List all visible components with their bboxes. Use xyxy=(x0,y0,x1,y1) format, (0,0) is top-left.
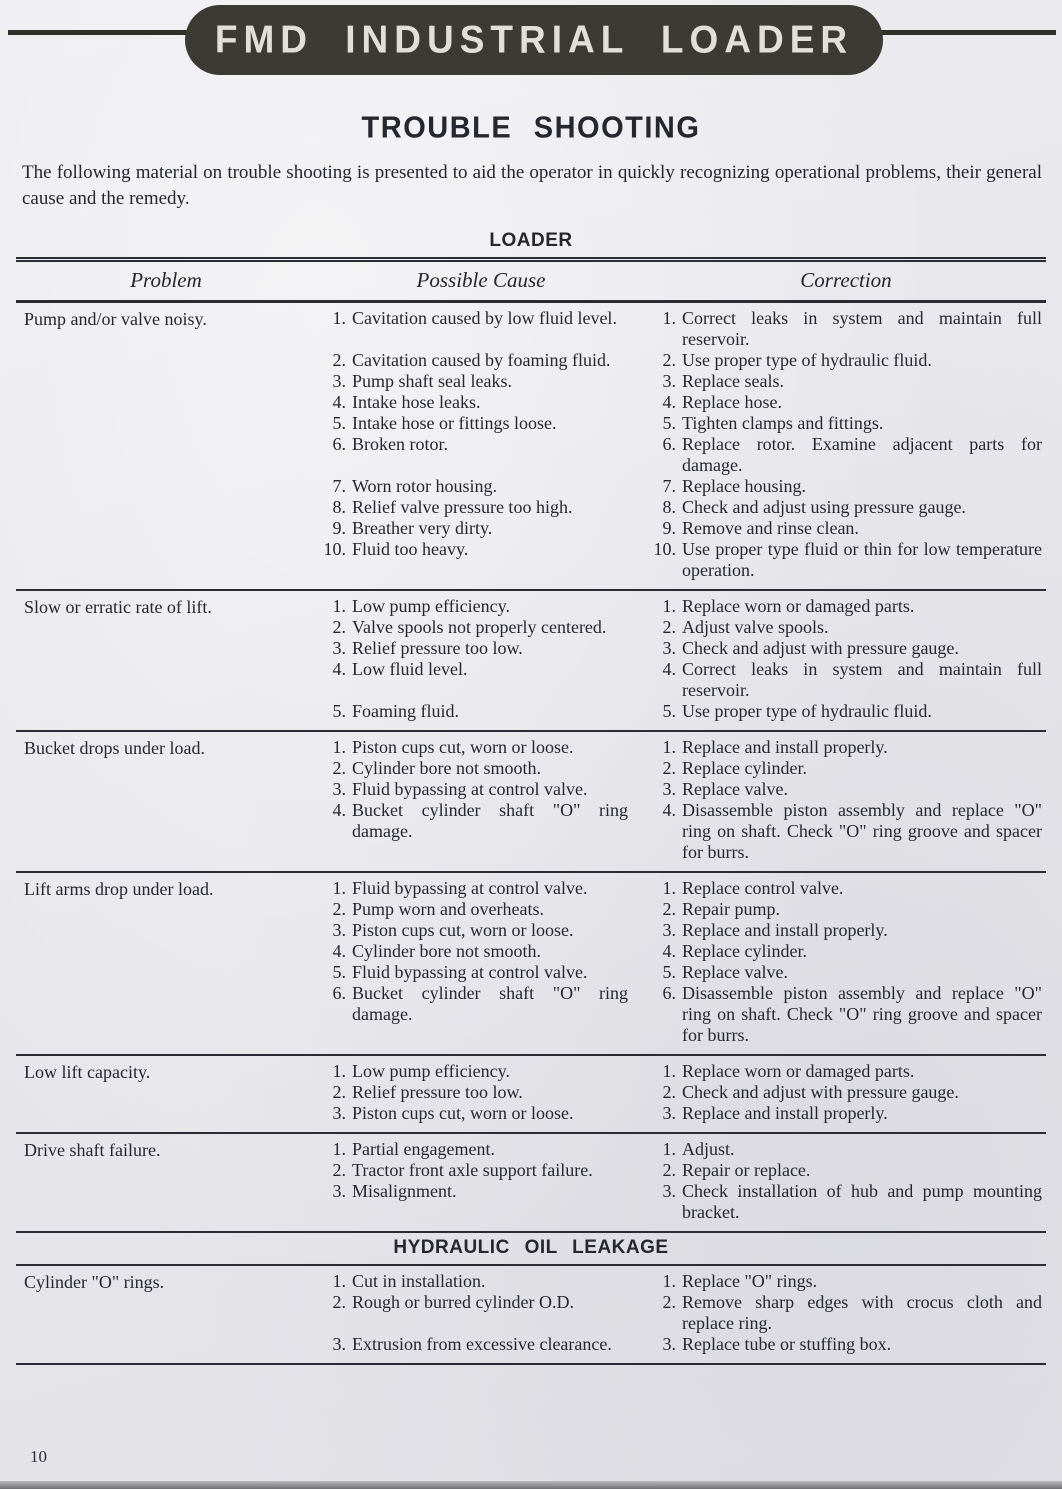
cause-correction-pair xyxy=(316,308,1046,350)
cause-number: 4. xyxy=(332,659,346,679)
cause-text: Breather very dirty. xyxy=(352,518,493,538)
correction-cell xyxy=(646,476,1046,497)
cause-number: 1. xyxy=(332,1061,346,1081)
cause-cell xyxy=(316,701,646,722)
cause-text: Relief pressure too low. xyxy=(352,1082,523,1102)
troubleshooting-table xyxy=(16,226,1046,1365)
cause-text: Worn rotor housing. xyxy=(352,476,498,496)
correction-text: Replace hose. xyxy=(682,392,782,412)
correction-text: Check installation of hub and pump mounting bracket. xyxy=(682,1181,1042,1222)
cause-correction-pair xyxy=(316,1334,1046,1355)
correction-number: 4. xyxy=(662,800,676,820)
intro-paragraph: The following material on trouble shooting is presented to aid the operator in quickly recognizing operational problems, their general cause and the remedy. xyxy=(22,162,1042,209)
correction-cell xyxy=(646,1334,1046,1355)
cause-cell xyxy=(316,920,646,941)
correction-number: 3. xyxy=(662,638,676,658)
cause-number: 5. xyxy=(332,962,346,982)
correction-text: Replace cylinder. xyxy=(682,941,807,961)
correction-text: Correct leaks in system and maintain full reservoir. xyxy=(682,308,1042,349)
table-row xyxy=(16,591,1046,730)
cause-correction-list xyxy=(316,878,1046,1046)
cause-cell xyxy=(316,518,646,539)
cause-number: 3. xyxy=(332,1103,346,1123)
cause-text: Partial engagement. xyxy=(352,1139,495,1159)
cause-text: Misalignment. xyxy=(352,1181,457,1201)
cause-number: 2. xyxy=(332,1160,346,1180)
cause-text: Fluid bypassing at control valve. xyxy=(352,878,588,898)
correction-cell xyxy=(646,701,1046,722)
cause-correction-pair xyxy=(316,983,1046,1046)
cause-correction-pair xyxy=(316,617,1046,638)
correction-number: 1. xyxy=(662,1139,676,1159)
correction-cell xyxy=(646,1160,1046,1181)
cause-cell xyxy=(316,1061,646,1082)
correction-number: 3. xyxy=(662,779,676,799)
correction-text: Remove sharp edges with crocus cloth and replace ring. xyxy=(682,1292,1042,1333)
correction-text: Replace seals. xyxy=(682,371,784,391)
cause-cell xyxy=(316,392,646,413)
correction-cell xyxy=(646,920,1046,941)
cause-text: Cylinder bore not smooth. xyxy=(352,941,541,961)
cause-cell xyxy=(316,737,646,758)
cause-cell xyxy=(316,899,646,920)
cause-correction-pair xyxy=(316,941,1046,962)
correction-cell xyxy=(646,308,1046,350)
cause-cell xyxy=(316,476,646,497)
correction-number: 3. xyxy=(662,920,676,940)
cause-text: Cavitation caused by low fluid level. xyxy=(352,308,617,328)
table-row xyxy=(16,732,1046,871)
correction-cell xyxy=(646,1181,1046,1223)
cause-text: Pump shaft seal leaks. xyxy=(352,371,512,391)
cause-cell xyxy=(316,371,646,392)
cause-cell xyxy=(316,497,646,518)
correction-text: Check and adjust with pressure gauge. xyxy=(682,638,959,658)
cause-cell xyxy=(316,350,646,371)
cause-cell xyxy=(316,800,646,863)
cause-number: 1. xyxy=(332,596,346,616)
cause-text: Extrusion from excessive clearance. xyxy=(352,1334,612,1354)
cause-number: 1. xyxy=(332,878,346,898)
cause-text: Intake hose leaks. xyxy=(352,392,481,412)
cause-correction-pair xyxy=(316,1292,1046,1334)
cause-text: Piston cups cut, worn or loose. xyxy=(352,1103,574,1123)
correction-cell xyxy=(646,392,1046,413)
correction-text: Use proper type fluid or thin for low temperature operation. xyxy=(682,539,1042,580)
cause-correction-list xyxy=(316,737,1046,863)
cause-correction-pair xyxy=(316,596,1046,617)
cause-number: 4. xyxy=(332,392,346,412)
manual-title: FMD INDUSTRIAL LOADER xyxy=(214,17,854,61)
correction-number: 9. xyxy=(662,518,676,538)
correction-text: Replace and install properly. xyxy=(682,920,888,940)
correction-text: Replace housing. xyxy=(682,476,806,496)
table-group-heading: LOADER xyxy=(489,230,573,251)
cause-number: 3. xyxy=(332,371,346,391)
correction-number: 2. xyxy=(662,1082,676,1102)
correction-cell xyxy=(646,659,1046,701)
table-group-heading: HYDRAULIC OIL LEAKAGE xyxy=(393,1237,669,1258)
cause-cell xyxy=(316,941,646,962)
correction-text: Replace cylinder. xyxy=(682,758,807,778)
table-row xyxy=(16,1056,1046,1132)
column-header-row xyxy=(16,262,1046,300)
correction-cell xyxy=(646,800,1046,863)
cause-cell xyxy=(316,1160,646,1181)
cause-text: Valve spools not properly centered. xyxy=(352,617,607,637)
cause-correction-pair xyxy=(316,659,1046,701)
cause-text: Fluid bypassing at control valve. xyxy=(352,962,588,982)
correction-number: 4. xyxy=(662,941,676,961)
cause-correction-pair xyxy=(316,920,1046,941)
column-header-correction: Correction xyxy=(800,268,892,292)
correction-text: Replace and install properly. xyxy=(682,737,888,757)
cause-cell xyxy=(316,413,646,434)
table-row xyxy=(16,303,1046,589)
correction-text: Tighten clamps and fittings. xyxy=(682,413,884,433)
correction-number: 2. xyxy=(662,899,676,919)
page-title: TROUBLE SHOOTING xyxy=(361,111,701,145)
cause-correction-pair xyxy=(316,800,1046,863)
correction-cell xyxy=(646,350,1046,371)
correction-cell xyxy=(646,1292,1046,1334)
cause-text: Relief valve pressure too high. xyxy=(352,497,573,517)
cause-cell xyxy=(316,1103,646,1124)
cause-number: 1. xyxy=(332,1139,346,1159)
problem-cell: Bucket drops under load. xyxy=(24,738,205,758)
cause-text: Bucket cylinder shaft "O" ring damage. xyxy=(352,800,628,841)
cause-text: Piston cups cut, worn or loose. xyxy=(352,920,574,940)
cause-text: Low pump efficiency. xyxy=(352,596,510,616)
problem-cell: Cylinder "O" rings. xyxy=(24,1272,165,1292)
cause-number: 3. xyxy=(332,779,346,799)
correction-cell xyxy=(646,539,1046,581)
correction-number: 5. xyxy=(662,701,676,721)
cause-correction-pair xyxy=(316,539,1046,581)
correction-cell xyxy=(646,497,1046,518)
correction-cell xyxy=(646,413,1046,434)
cause-text: Rough or burred cylinder O.D. xyxy=(352,1292,574,1312)
cause-number: 5. xyxy=(332,701,346,721)
cause-number: 7. xyxy=(332,476,346,496)
correction-number: 4. xyxy=(662,392,676,412)
correction-number: 1. xyxy=(662,1061,676,1081)
cause-correction-pair xyxy=(316,350,1046,371)
cause-number: 3. xyxy=(332,1181,346,1201)
cause-text: Intake hose or fittings loose. xyxy=(352,413,557,433)
cause-number: 3. xyxy=(332,920,346,940)
cause-correction-pair xyxy=(316,518,1046,539)
cause-correction-list xyxy=(316,308,1046,581)
cause-correction-pair xyxy=(316,371,1046,392)
cause-cell xyxy=(316,1334,646,1355)
problem-cell: Pump and/or valve noisy. xyxy=(24,309,207,329)
correction-cell xyxy=(646,596,1046,617)
cause-correction-pair xyxy=(316,413,1046,434)
cause-text: Low pump efficiency. xyxy=(352,1061,510,1081)
cause-number: 3. xyxy=(332,1334,346,1354)
cause-number: 2. xyxy=(332,758,346,778)
cause-number: 2. xyxy=(332,350,346,370)
correction-cell xyxy=(646,1139,1046,1160)
cause-cell xyxy=(316,779,646,800)
cause-cell xyxy=(316,596,646,617)
correction-number: 6. xyxy=(662,983,676,1003)
cause-correction-pair xyxy=(316,1181,1046,1223)
correction-number: 5. xyxy=(662,413,676,433)
correction-number: 5. xyxy=(662,962,676,982)
problem-cell: Slow or erratic rate of lift. xyxy=(24,597,212,617)
cause-correction-pair xyxy=(316,1139,1046,1160)
correction-cell xyxy=(646,371,1046,392)
correction-cell xyxy=(646,758,1046,779)
cause-correction-pair xyxy=(316,962,1046,983)
cause-correction-pair xyxy=(316,476,1046,497)
header-banner xyxy=(0,0,1062,84)
cause-cell xyxy=(316,308,646,350)
correction-cell xyxy=(646,617,1046,638)
cause-number: 2. xyxy=(332,1292,346,1312)
cause-correction-pair xyxy=(316,1160,1046,1181)
correction-number: 1. xyxy=(662,308,676,328)
correction-text: Check and adjust with pressure gauge. xyxy=(682,1082,959,1102)
problem-cell: Low lift capacity. xyxy=(24,1062,151,1082)
correction-cell xyxy=(646,878,1046,899)
correction-number: 6. xyxy=(662,434,676,454)
banner-pill xyxy=(185,5,883,75)
correction-number: 3. xyxy=(662,1103,676,1123)
correction-text: Disassemble piston assembly and replace "O" ring on shaft. Check "O" ring groove and spacer for burrs. xyxy=(682,800,1042,862)
cause-number: 4. xyxy=(332,941,346,961)
correction-cell xyxy=(646,941,1046,962)
correction-text: Replace worn or damaged parts. xyxy=(682,1061,915,1081)
correction-text: Repair pump. xyxy=(682,899,780,919)
problem-cell: Lift arms drop under load. xyxy=(24,879,214,899)
problem-cell: Drive shaft failure. xyxy=(24,1140,161,1160)
cause-cell xyxy=(316,539,646,581)
correction-cell xyxy=(646,434,1046,476)
cause-cell xyxy=(316,758,646,779)
correction-text: Adjust valve spools. xyxy=(682,617,829,637)
page-number: 10 xyxy=(30,1447,47,1466)
cause-text: Fluid too heavy. xyxy=(352,539,469,559)
cause-number: 4. xyxy=(332,800,346,820)
correction-cell xyxy=(646,983,1046,1046)
correction-number: 3. xyxy=(662,371,676,391)
correction-number: 10. xyxy=(653,539,676,559)
correction-text: Use proper type of hydraulic fluid. xyxy=(682,701,932,721)
cause-text: Relief pressure too low. xyxy=(352,638,523,658)
correction-cell xyxy=(646,779,1046,800)
cause-cell xyxy=(316,638,646,659)
cause-cell xyxy=(316,1271,646,1292)
cause-cell xyxy=(316,1181,646,1223)
cause-cell xyxy=(316,1292,646,1334)
cause-number: 1. xyxy=(332,1271,346,1291)
cause-correction-list xyxy=(316,1061,1046,1124)
correction-number: 2. xyxy=(662,617,676,637)
correction-text: Repair or replace. xyxy=(682,1160,811,1180)
correction-text: Adjust. xyxy=(682,1139,735,1159)
cause-correction-pair xyxy=(316,701,1046,722)
cause-number: 5. xyxy=(332,413,346,433)
correction-text: Replace "O" rings. xyxy=(682,1271,818,1291)
correction-cell xyxy=(646,899,1046,920)
cause-cell xyxy=(316,659,646,701)
cause-number: 1. xyxy=(332,737,346,757)
cause-correction-pair xyxy=(316,392,1046,413)
correction-cell xyxy=(646,1103,1046,1124)
cause-correction-list xyxy=(316,1139,1046,1223)
correction-cell xyxy=(646,518,1046,539)
cause-correction-pair xyxy=(316,1082,1046,1103)
cause-number: 8. xyxy=(332,497,346,517)
cause-cell xyxy=(316,1082,646,1103)
cause-correction-pair xyxy=(316,899,1046,920)
correction-cell xyxy=(646,737,1046,758)
cause-correction-list xyxy=(316,596,1046,722)
cause-correction-pair xyxy=(316,1271,1046,1292)
cause-cell xyxy=(316,983,646,1046)
correction-number: 3. xyxy=(662,1334,676,1354)
correction-number: 1. xyxy=(662,596,676,616)
page-bottom-scan-edge xyxy=(0,1481,1062,1489)
cause-text: Bucket cylinder shaft "O" ring damage. xyxy=(352,983,628,1024)
cause-correction-pair xyxy=(316,434,1046,476)
cause-text: Piston cups cut, worn or loose. xyxy=(352,737,574,757)
correction-text: Disassemble piston assembly and replace "O" ring on shaft. Check "O" ring groove and spacer for burrs. xyxy=(682,983,1042,1045)
cause-cell xyxy=(316,962,646,983)
column-header-possible-cause: Possible Cause xyxy=(416,268,546,292)
correction-number: 2. xyxy=(662,758,676,778)
cause-text: Pump worn and overheats. xyxy=(352,899,544,919)
cause-correction-pair xyxy=(316,758,1046,779)
correction-number: 1. xyxy=(662,878,676,898)
correction-text: Replace valve. xyxy=(682,779,788,799)
cause-number: 2. xyxy=(332,899,346,919)
correction-cell xyxy=(646,1271,1046,1292)
cause-number: 10. xyxy=(323,539,346,559)
correction-number: 7. xyxy=(662,476,676,496)
cause-number: 3. xyxy=(332,638,346,658)
cause-number: 1. xyxy=(332,308,346,328)
correction-text: Replace and install properly. xyxy=(682,1103,888,1123)
cause-number: 9. xyxy=(332,518,346,538)
cause-text: Tractor front axle support failure. xyxy=(352,1160,593,1180)
cause-text: Foaming fluid. xyxy=(352,701,459,721)
correction-number: 1. xyxy=(662,1271,676,1291)
cause-correction-pair xyxy=(316,779,1046,800)
cause-correction-list xyxy=(316,1271,1046,1355)
correction-text: Use proper type of hydraulic fluid. xyxy=(682,350,932,370)
cause-correction-pair xyxy=(316,737,1046,758)
correction-text: Check and adjust using pressure gauge. xyxy=(682,497,966,517)
cause-cell xyxy=(316,878,646,899)
cause-number: 6. xyxy=(332,983,346,1003)
table-row xyxy=(16,1266,1046,1363)
cause-correction-pair xyxy=(316,878,1046,899)
correction-text: Replace rotor. Examine adjacent parts for damage. xyxy=(682,434,1042,475)
correction-cell xyxy=(646,962,1046,983)
correction-text: Replace worn or damaged parts. xyxy=(682,596,915,616)
cause-text: Cut in installation. xyxy=(352,1271,486,1291)
correction-text: Remove and rinse clean. xyxy=(682,518,859,538)
correction-number: 8. xyxy=(662,497,676,517)
cause-text: Fluid bypassing at control valve. xyxy=(352,779,588,799)
cause-number: 6. xyxy=(332,434,346,454)
correction-number: 2. xyxy=(662,1160,676,1180)
cause-cell xyxy=(316,1139,646,1160)
cause-text: Low fluid level. xyxy=(352,659,468,679)
cause-correction-pair xyxy=(316,638,1046,659)
correction-text: Replace control valve. xyxy=(682,878,844,898)
cause-text: Cavitation caused by foaming fluid. xyxy=(352,350,611,370)
cause-correction-pair xyxy=(316,497,1046,518)
correction-text: Correct leaks in system and maintain full reservoir. xyxy=(682,659,1042,700)
cause-cell xyxy=(316,434,646,476)
cause-correction-pair xyxy=(316,1103,1046,1124)
correction-number: 1. xyxy=(662,737,676,757)
correction-cell xyxy=(646,1082,1046,1103)
cause-number: 2. xyxy=(332,1082,346,1102)
correction-number: 2. xyxy=(662,350,676,370)
cause-text: Cylinder bore not smooth. xyxy=(352,758,541,778)
cause-text: Broken rotor. xyxy=(352,434,448,454)
cause-cell xyxy=(316,617,646,638)
correction-number: 3. xyxy=(662,1181,676,1201)
correction-cell xyxy=(646,638,1046,659)
table-row xyxy=(16,873,1046,1054)
table-rule xyxy=(16,1363,1046,1365)
correction-cell xyxy=(646,1061,1046,1082)
correction-text: Replace valve. xyxy=(682,962,788,982)
column-header-problem: Problem xyxy=(130,268,202,292)
correction-text: Replace tube or stuffing box. xyxy=(682,1334,892,1354)
cause-correction-pair xyxy=(316,1061,1046,1082)
correction-number: 2. xyxy=(662,1292,676,1312)
cause-number: 2. xyxy=(332,617,346,637)
correction-number: 4. xyxy=(662,659,676,679)
table-row xyxy=(16,1134,1046,1231)
